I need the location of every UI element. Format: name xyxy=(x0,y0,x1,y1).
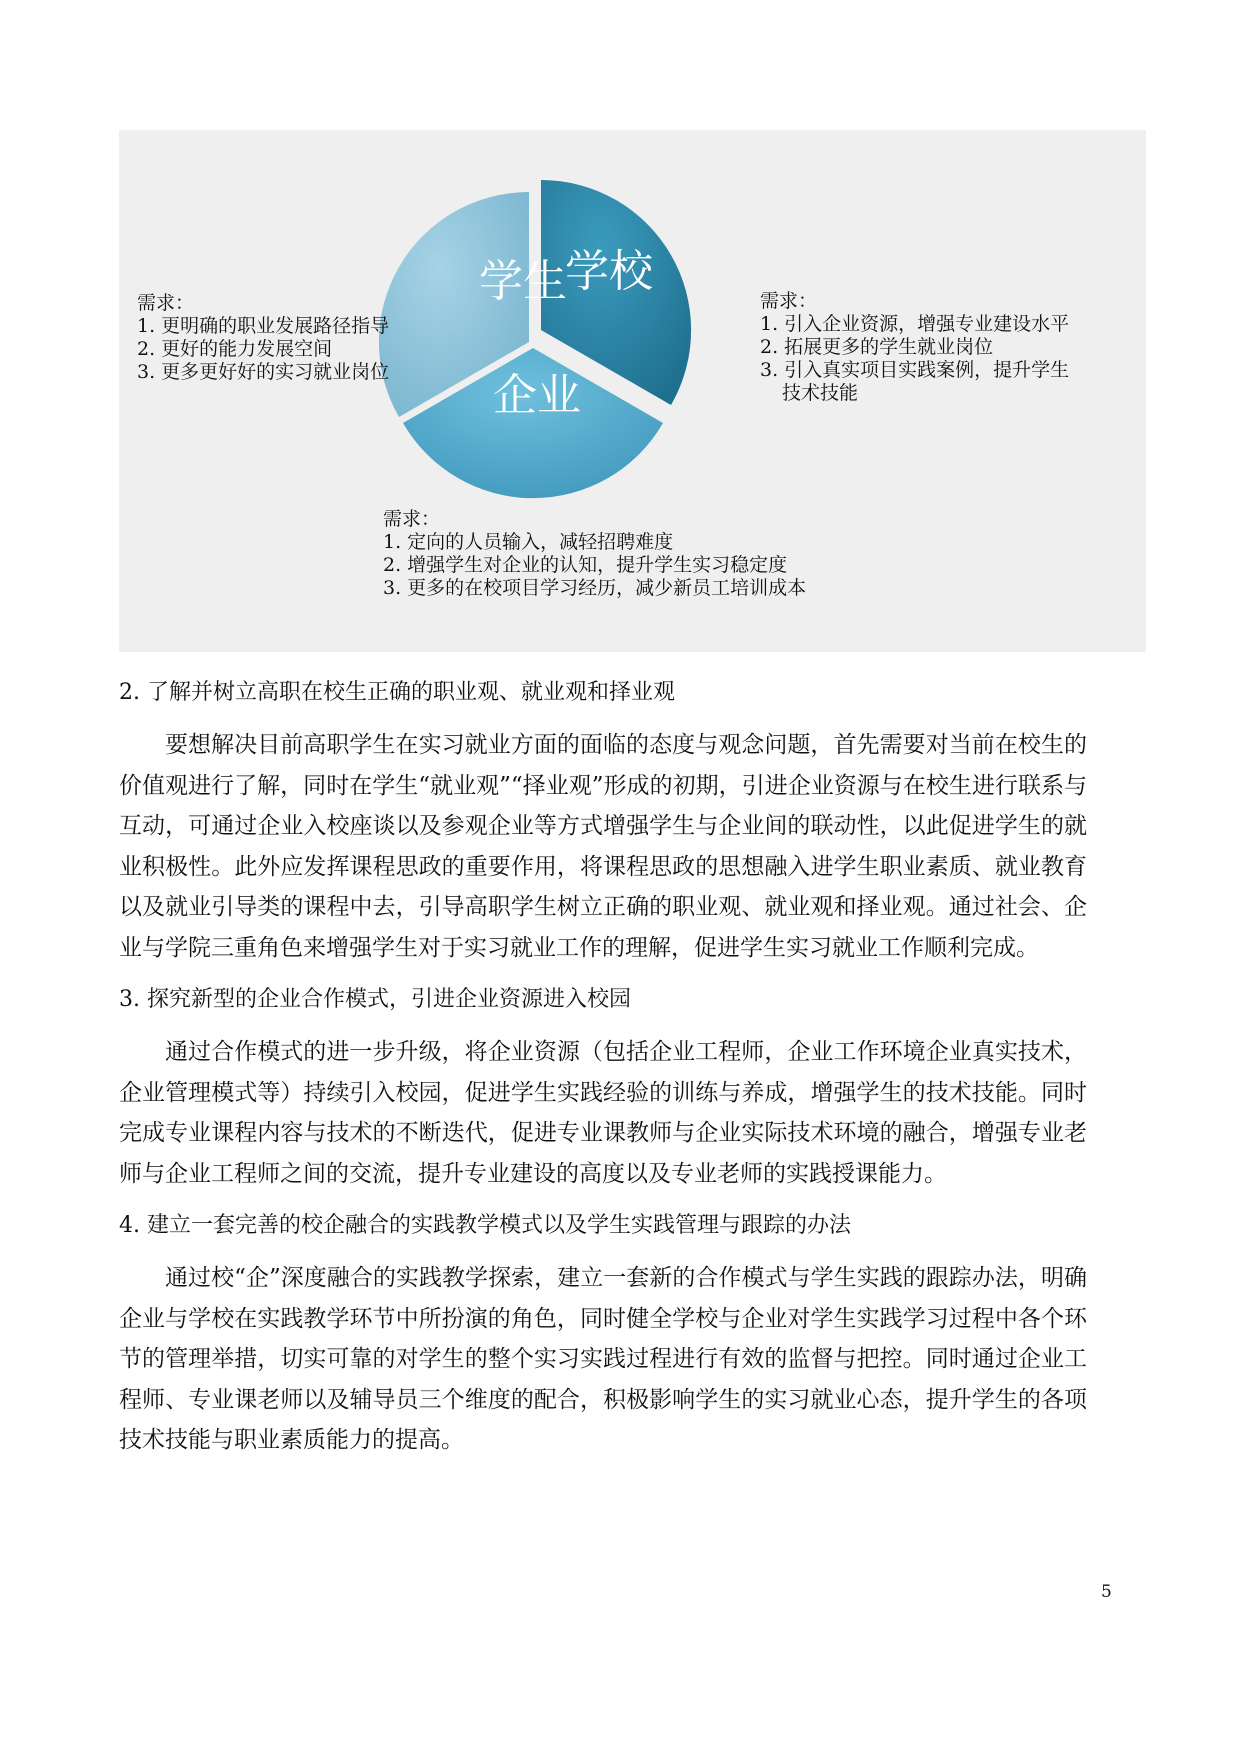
student-need-item: 2. 更好的能力发展空间 xyxy=(137,338,333,360)
section-paragraph-4: 通过校“企”深度融合的实践教学探索，建立一套新的合作模式与学生实践的跟踪办法，明确企业与学校在实践教学环节中所扮演的角色，同时健全学校与企业对学生实践学习过程中各个环节的管理举措，切实可靠的对学生的整个实习实践过程进行有效的监督与把控。同时通过企业工程师、专业课老师以及辅导员三个维度的配合，积极影响学生的实习就业心态，提升学生的各项技术技能与职业素质能力的提高。 xyxy=(119,1265,1087,1453)
school-need-item-continued: 技术技能 xyxy=(782,382,859,404)
pie-label-enterprise: 企业 xyxy=(493,370,581,421)
section-heading-3: 3. 探究新型的企业合作模式，引进企业资源进入校园 xyxy=(119,987,631,1012)
enterprise-needs xyxy=(383,508,806,600)
student-needs xyxy=(137,292,389,384)
school-needs-title: 需求： xyxy=(760,290,818,312)
document-body xyxy=(119,675,1119,1475)
enterprise-needs-title: 需求： xyxy=(383,508,441,530)
enterprise-need-item: 1. 定向的人员输入，减轻招聘难度 xyxy=(383,531,674,553)
enterprise-need-item: 2. 增强学生对企业的认知，提升学生实习稳定度 xyxy=(383,554,788,576)
section-heading-2: 2. 了解并树立高职在校生正确的职业观、就业观和择业观 xyxy=(119,680,675,705)
school-need-item: 3. 引入真实项目实践案例，提升学生 xyxy=(760,359,1070,381)
school-need-item: 1. 引入企业资源，增强专业建设水平 xyxy=(760,313,1070,335)
section-heading-4: 4. 建立一套完善的校企融合的实践教学模式以及学生实践管理与跟踪的办法 xyxy=(119,1213,851,1238)
page-number: 5 xyxy=(1101,1582,1112,1602)
school-need-item: 2. 拓展更多的学生就业岗位 xyxy=(760,336,994,358)
student-need-item: 1. 更明确的职业发展路径指导 xyxy=(137,315,390,337)
student-need-item: 3. 更多更好好的实习就业岗位 xyxy=(137,361,390,383)
section-paragraph-3: 通过合作模式的进一步升级，将企业资源（包括企业工程师，企业工作环境企业真实技术，企业管理模式等）持续引入校园，促进学生实践经验的训练与养成，增强学生的技术技能。同时完成专业课程内容与技术的不断迭代，促进专业课教师与企业实际技术环境的融合，增强专业老师与企业工程师之间的交流，提升专业建设的高度以及专业老师的实践授课能力。 xyxy=(119,1039,1087,1187)
student-needs-title: 需求： xyxy=(137,292,195,314)
school-needs xyxy=(760,290,1069,405)
stakeholder-diagram xyxy=(119,130,1146,652)
pie-label-school: 学校 xyxy=(565,246,653,297)
section-paragraph-2: 要想解决目前高职学生在实习就业方面的面临的态度与观念问题，首先需要对当前在校生的价值观进行了解，同时在学生“就业观”“择业观”形成的初期，引进企业资源与在校生进行联系与互动，可通过企业入校座谈以及参观企业等方式增强学生与企业间的联动性，以此促进学生的就业积极性。此外应发挥课程思政的重要作用，将课程思政的思想融入进学生职业素质、就业教育以及就业引导类的课程中去，引导高职学生树立正确的职业观、就业观和择业观。通过社会、企业与学院三重角色来增强学生对于实习就业工作的理解，促进学生实习就业工作顺利完成。 xyxy=(119,732,1087,961)
pie-label-student: 学生 xyxy=(479,256,567,307)
enterprise-need-item: 3. 更多的在校项目学习经历，减少新员工培训成本 xyxy=(383,577,807,599)
